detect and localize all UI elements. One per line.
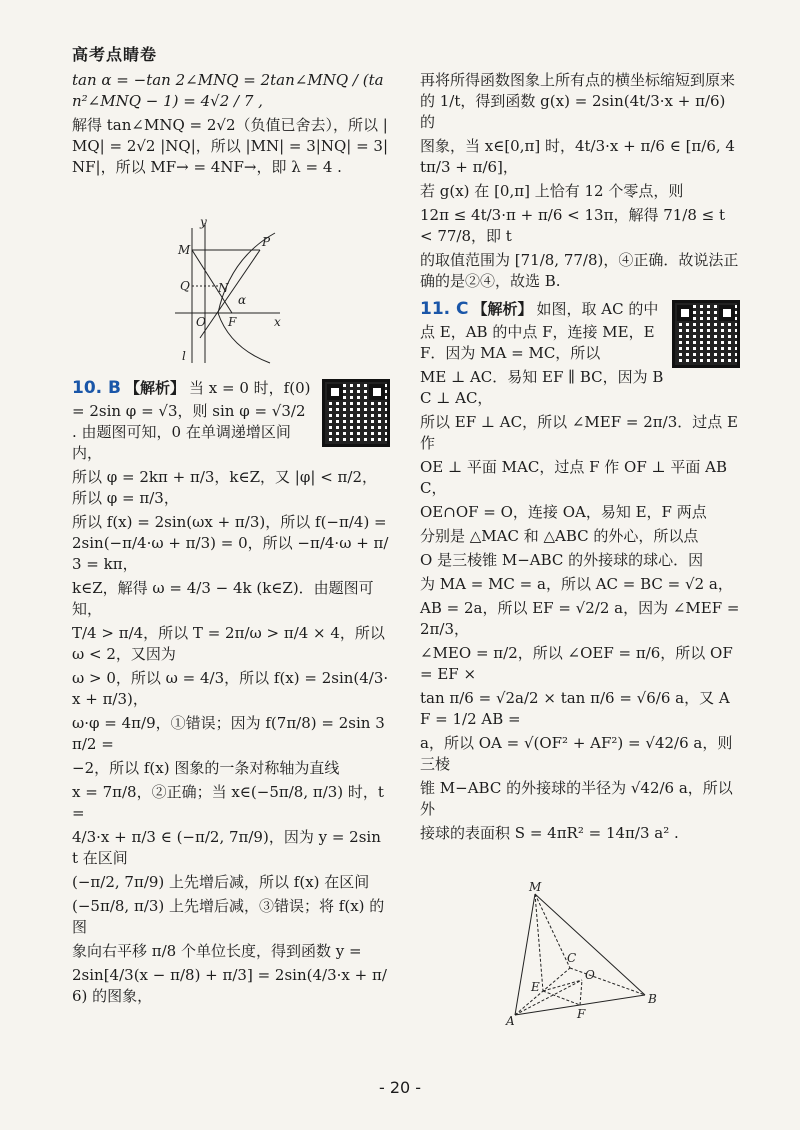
page-number: - 20 -	[378, 1078, 422, 1097]
fig-label: y	[200, 218, 207, 229]
left-column	[72, 70, 390, 1010]
q11-text: 如图，取 AC 的中点 E，AB 的中点 F，连接 ME，EF．因为 MA = MC，所以	[420, 300, 659, 362]
page-header: 高考点睛卷	[72, 45, 158, 64]
fig-label: M	[178, 243, 191, 257]
q11-line: a，所以 OA = √(OF² + AF²) = √42/6 a，则三棱	[420, 733, 733, 773]
q11-line: 接球的表面积 S = 4πR² = 14π/3 a² .	[420, 823, 679, 842]
q11-line: OE∩OF = O，连接 OA，易知 E，F 两点	[420, 502, 707, 521]
q11-line: 所以 EF ⊥ AC，所以 ∠MEF = 2π/3．过点 E 作	[420, 412, 738, 452]
q10-text: 当 x = 0 时，f(0) = 2sin φ = √3，则 sin φ = √3/2 . 由题图可知，0 在单调递增区间内，	[72, 379, 311, 462]
q11-line: OE ⊥ 平面 MAC，过点 F 作 OF ⊥ 平面 ABC，	[420, 457, 728, 497]
fig-label: M	[529, 880, 542, 894]
q10-line: (−π/2, 7π/9) 上先增后减，所以 f(x) 在区间	[72, 872, 370, 891]
fig-label: α	[238, 293, 247, 307]
solution-text: 解得 tan∠MNQ = 2√2（负值已舍去），所以 |MQ| = 2√2 |NQ|，所以 |MN| = 3|NQ| = 3|NF|，所以 MF→ = 4NF→，即 λ = 4 .	[72, 116, 388, 176]
fig-label: O	[585, 968, 595, 982]
segment-EO	[543, 980, 582, 991]
fig-label: F	[577, 1007, 586, 1021]
q11-line: ∠MEO = π/2，所以 ∠OEF = π/6，所以 OF = EF ×	[420, 643, 733, 683]
fig-label: l	[182, 349, 186, 363]
q10-cont: 12π ≤ 4t/3·π + π/6 < 13π，解得 71/8 ≤ t < 77/8，即 t	[420, 206, 726, 245]
tetrahedron-figure	[505, 880, 665, 1030]
q10-line: x = 7π/8，②正确；当 x∈(−5π/8, π/3) 时，t =	[72, 782, 384, 822]
q10-line: 所以 φ = 2kπ + π/3，k∈Z，又 |φ| < π/2，所以 φ = π/3，	[72, 467, 377, 507]
right-column	[420, 70, 740, 847]
q10-line: 象向右平移 π/8 个单位长度，得到函数 y =	[72, 941, 362, 960]
q10-cont: 的取值范围为 [71/8, 77/8)，④正确．故说法正确的是②④，故选 B.	[420, 251, 739, 290]
edge-MC	[535, 894, 570, 968]
q11-line: O 是三棱锥 M−ABC 的外接球的球心．因	[420, 550, 704, 569]
q11-line: AB = 2a，所以 EF = √2/2 a，因为 ∠MEF = 2π/3，	[420, 598, 740, 638]
fig-label: N	[218, 281, 229, 295]
edge-MA	[515, 894, 535, 1015]
q10-line: 4/3·x + π/3 ∈ (−π/2, 7π/9)，因为 y = 2sin t 在区间	[72, 827, 381, 867]
q10-line: k∈Z，解得 ω = 4/3 − 4k (k∈Z)．由题图可知，	[72, 578, 374, 618]
fig-label: A	[506, 1014, 515, 1028]
q11-tag: 【解析】	[472, 300, 533, 318]
question-11	[420, 298, 740, 844]
fig-label: Q	[180, 279, 190, 293]
q10-line: −2，所以 f(x) 图象的一条对称轴为直线	[72, 758, 340, 777]
q10-line: ω > 0，所以 ω = 4/3，所以 f(x) = 2sin(4/3·x + π/3)，	[72, 668, 389, 708]
fig-label: C	[567, 951, 577, 965]
q10-tag: 【解析】	[125, 379, 186, 397]
eq-tan-alpha: tan α = −tan 2∠MNQ = 2tan∠MNQ / (tan²∠MNQ − 1) = 4√2 / 7 ,	[72, 71, 384, 110]
q10-line: (−5π/8, π/3) 上先增后减，③错误；将 f(x) 的图	[72, 896, 385, 936]
q11-line: ME ⊥ AC．易知 EF ∥ BC，因为 BC ⊥ AC，	[420, 367, 664, 407]
segment-FO	[580, 980, 582, 1005]
q10-cont: 图象，当 x∈[0,π] 时，4t/3·x + π/6 ∈ [π/6, 4tπ/3 + π/6]，	[420, 137, 735, 176]
q11-line: 锥 M−ABC 的外接球的半径为 √42/6 a，所以外	[420, 778, 733, 818]
q11-line: tan π/6 = √2a/2 × tan π/6 = √6/6 a，又 AF = 1/2 AB =	[420, 688, 730, 728]
q10-line: T/4 > π/4，所以 T = 2π/ω > π/4 × 4，所以 ω < 2，又因为	[72, 623, 385, 663]
parabola-figure	[170, 218, 290, 368]
q10-cont: 再将所得函数图象上所有点的横坐标缩短到原来的 1/t，得到函数 g(x) = 2sin(4t/3·x + π/6) 的	[420, 71, 736, 131]
q10-line: ω·φ = 4π/9，①错误；因为 f(7π/8) = 2sin 3π/2 =	[72, 713, 385, 753]
q11-line: 分别是 △MAC 和 △ABC 的外心，所以点	[420, 526, 699, 545]
edge-CB	[570, 968, 645, 995]
fig-label: P	[262, 235, 271, 249]
q10-cont: 若 g(x) 在 [0,π] 上恰有 12 个零点，则	[420, 182, 684, 200]
q10-answer: 10. B	[72, 378, 121, 398]
fig-label: F	[228, 315, 237, 329]
qr-code-q11[interactable]	[672, 300, 740, 368]
question-10	[72, 377, 390, 1007]
q11-line: 为 MA = MC = a，所以 AC = BC = √2 a，	[420, 574, 733, 593]
q10-line: 所以 f(x) = 2sin(ωx + π/3)，所以 f(−π/4) = 2sin(−π/4·ω + π/3) = 0，所以 −π/4·ω + π/3 = kπ，	[72, 512, 389, 573]
fig-label: B	[648, 992, 657, 1006]
qr-code-q10[interactable]	[322, 379, 390, 447]
fig-label: x	[274, 315, 281, 329]
q11-answer: 11. C	[420, 299, 469, 319]
q10-line: 2sin[4/3(x − π/8) + π/3] = 2sin(4/3·x + π/6) 的图象，	[72, 965, 387, 1005]
parabola-lower	[218, 313, 270, 363]
fig-label: E	[531, 980, 540, 994]
fig-label: O	[196, 315, 206, 329]
